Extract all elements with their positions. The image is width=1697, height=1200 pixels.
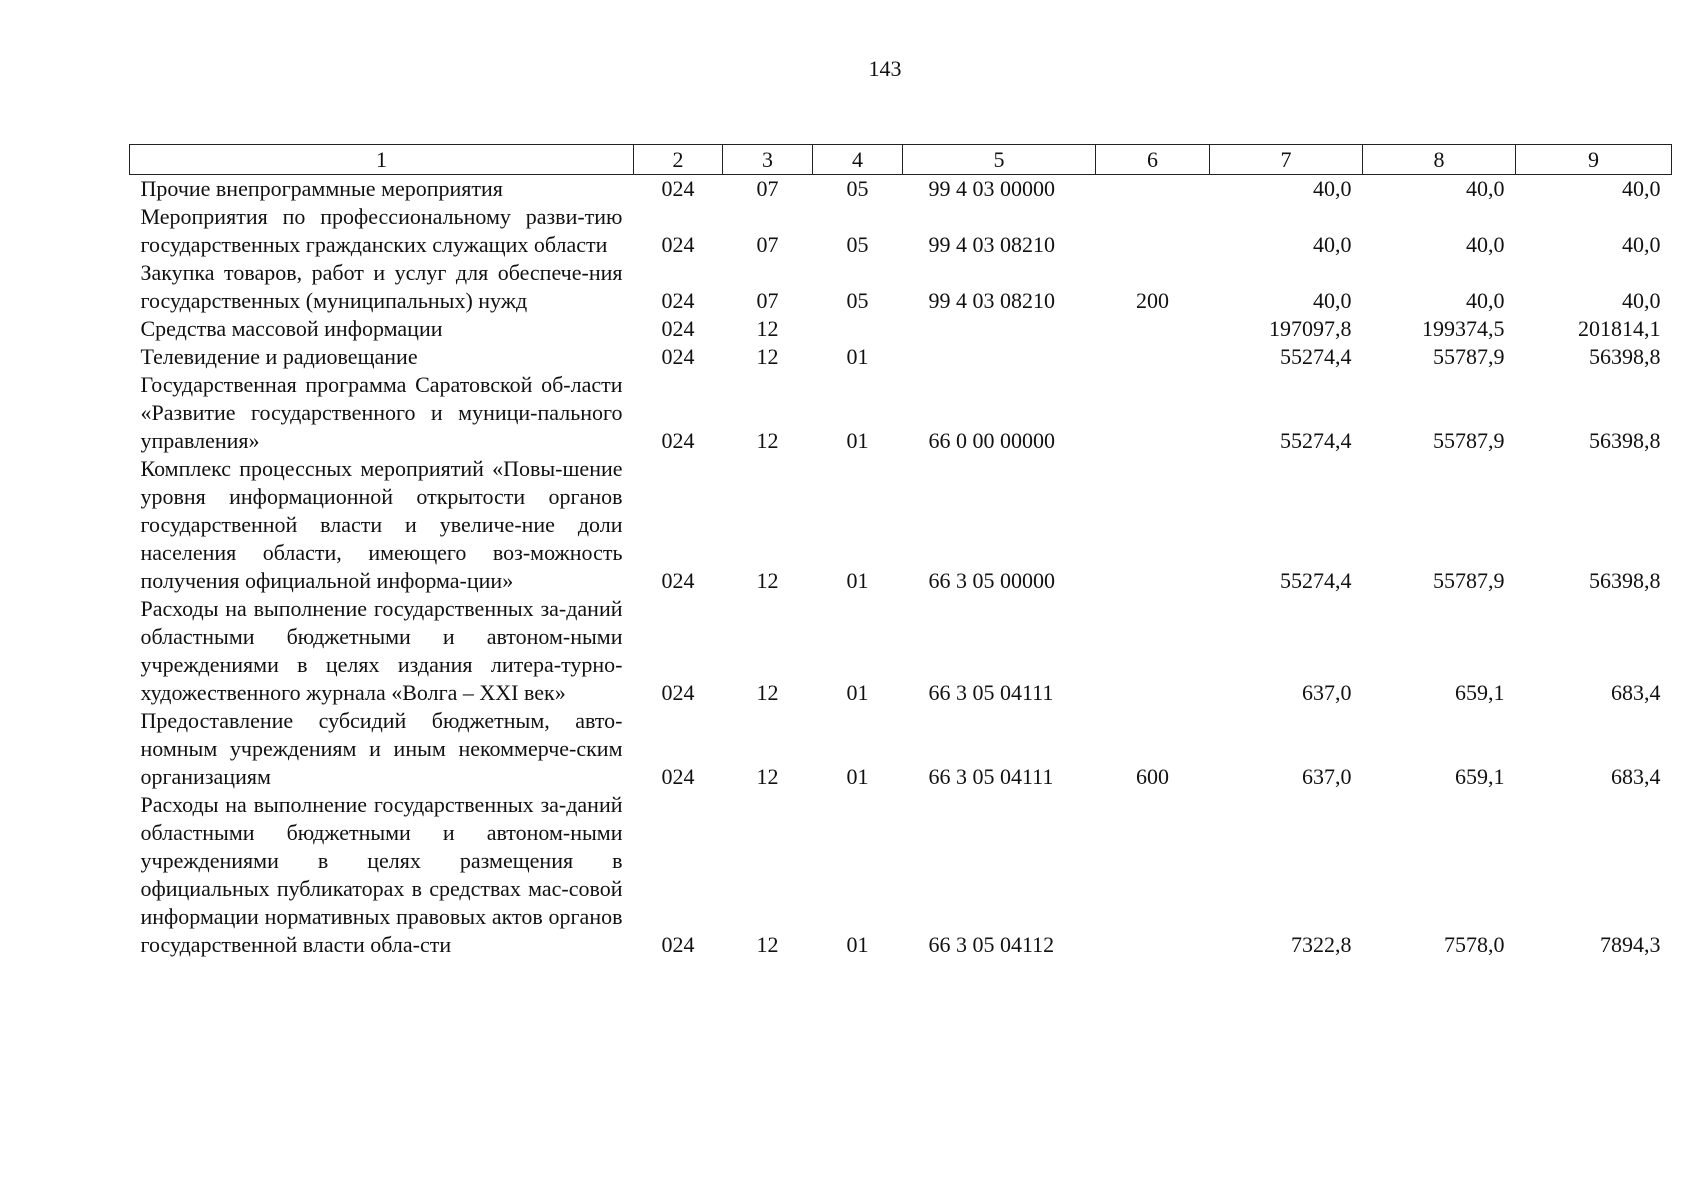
cell-amount-col7: 55274,4 [1280, 344, 1352, 369]
cell-expense-type [1096, 595, 1210, 707]
cell-amount-col8: 199374,5 [1422, 316, 1505, 341]
cell-section-code: 12 [756, 680, 779, 705]
cell-subsection-code: 01 [846, 932, 869, 957]
table-row [130, 371, 1672, 455]
cell-section-code: 12 [756, 316, 779, 341]
cell-amount-col7: 40,0 [1313, 176, 1352, 201]
cell-section-code: 12 [756, 344, 779, 369]
cell-expense-type [1096, 315, 1210, 343]
cell-amount-col7: 197097,8 [1269, 316, 1352, 341]
table-body [130, 175, 1672, 960]
cell-expense-type [1096, 175, 1210, 204]
cell-section-code: 07 [756, 176, 779, 201]
cell-ministry-code: 024 [661, 764, 695, 789]
header-cell-7: 7 [1210, 145, 1363, 175]
cell-target-article: 99 4 03 08210 [928, 288, 1055, 313]
table-row [130, 791, 1672, 959]
cell-ministry-code: 024 [661, 176, 695, 201]
table-row [130, 259, 1672, 315]
table-row [130, 595, 1672, 707]
row-name: Комплекс процессных мероприятий «Повы-шение уровня информационной открытости органов государственной власти и увеличе-ние доли населения области, имеющего воз-можность получения официальной информа-ции» [140, 456, 623, 593]
cell-section-code: 12 [756, 932, 779, 957]
cell-ministry-code: 024 [661, 316, 695, 341]
cell-expense-type [1096, 203, 1210, 259]
cell-amount-col9: 683,4 [1611, 764, 1661, 789]
cell-ministry-code: 024 [661, 344, 695, 369]
header-cell-4: 4 [813, 145, 903, 175]
cell-amount-col8: 55787,9 [1433, 428, 1505, 453]
cell-ministry-code: 024 [661, 232, 695, 257]
cell-amount-col7: 637,0 [1302, 680, 1352, 705]
header-cell-9: 9 [1516, 145, 1672, 175]
cell-target-article: 66 3 05 04111 [928, 680, 1054, 705]
cell-subsection-code: 01 [846, 680, 869, 705]
table-row [130, 455, 1672, 595]
row-name: Мероприятия по профессиональному разви-тию государственных гражданских служащих области [140, 204, 623, 257]
row-name: Прочие внепрограммные мероприятия [140, 176, 503, 201]
cell-target-article: 66 3 05 04112 [928, 932, 1055, 957]
cell-subsection-code: 01 [846, 568, 869, 593]
cell-subsection-code: 05 [846, 232, 869, 257]
cell-amount-col8: 40,0 [1466, 176, 1505, 201]
page-number: 143 [868, 56, 902, 81]
cell-target-article: 66 3 05 04111 [928, 764, 1054, 789]
row-name: Телевидение и радиовещание [140, 344, 418, 369]
row-name: Расходы на выполнение государственных за-даний областными бюджетными и автоном-ными учреждениями в целях размещения в официальных публикаторах в средствах мас-совой информации нормативных правовых актов органов государственной власти обла-сти [140, 792, 623, 957]
cell-target-article [903, 343, 1096, 371]
cell-target-article: 66 0 00 00000 [928, 428, 1055, 453]
cell-amount-col9: 683,4 [1611, 680, 1661, 705]
row-name: Закупка товаров, работ и услуг для обеспече-ния государственных (муниципальных) нужд [140, 260, 623, 313]
cell-amount-col7: 637,0 [1302, 764, 1352, 789]
cell-amount-col7: 55274,4 [1280, 568, 1352, 593]
cell-subsection-code: 05 [846, 288, 869, 313]
cell-amount-col8: 40,0 [1466, 288, 1505, 313]
cell-section-code: 07 [756, 232, 779, 257]
cell-amount-col7: 40,0 [1313, 288, 1352, 313]
row-name: Расходы на выполнение государственных за-даний областными бюджетными и автоном-ными учреждениями в целях издания литера-турно-художественного журнала «Волга – XXI век» [140, 596, 623, 705]
cell-subsection-code: 01 [846, 764, 869, 789]
cell-section-code: 12 [756, 764, 779, 789]
cell-amount-col8: 659,1 [1455, 680, 1505, 705]
table-row [130, 175, 1672, 204]
cell-expense-type [1096, 791, 1210, 959]
cell-amount-col9: 7894,3 [1600, 932, 1661, 957]
header-cell-2: 2 [634, 145, 723, 175]
header-cell-5: 5 [903, 145, 1096, 175]
cell-amount-col8: 55787,9 [1433, 568, 1505, 593]
table-row [130, 315, 1672, 343]
cell-amount-col9: 40,0 [1622, 176, 1661, 201]
header-cell-3: 3 [723, 145, 813, 175]
cell-amount-col7: 7322,8 [1291, 932, 1352, 957]
cell-section-code: 07 [756, 288, 779, 313]
cell-subsection-code [813, 315, 903, 343]
table-header [130, 145, 1672, 175]
table-row [130, 707, 1672, 791]
cell-ministry-code: 024 [661, 568, 695, 593]
cell-ministry-code: 024 [661, 288, 695, 313]
table-row [130, 203, 1672, 259]
cell-amount-col9: 201814,1 [1578, 316, 1661, 341]
header-cell-6: 6 [1096, 145, 1210, 175]
header-cell-8: 8 [1363, 145, 1516, 175]
cell-expense-type [1096, 455, 1210, 595]
cell-target-article: 66 3 05 00000 [928, 568, 1055, 593]
cell-subsection-code: 01 [846, 428, 869, 453]
cell-ministry-code: 024 [661, 932, 695, 957]
row-name: Предоставление субсидий бюджетным, авто-номным учреждениям и иным некоммерче-ским организациям [140, 708, 623, 789]
cell-expense-type: 600 [1136, 764, 1169, 789]
cell-target-article: 99 4 03 00000 [928, 176, 1055, 201]
cell-amount-col8: 659,1 [1455, 764, 1505, 789]
row-name: Государственная программа Саратовской об-ласти «Развитие государственного и муници-пального управления» [140, 372, 623, 453]
cell-amount-col7: 40,0 [1313, 232, 1352, 257]
cell-amount-col9: 40,0 [1622, 288, 1661, 313]
cell-amount-col9: 56398,8 [1589, 568, 1661, 593]
header-cell-1: 1 [130, 145, 634, 175]
cell-expense-type: 200 [1136, 288, 1169, 313]
budget-table [129, 144, 1672, 959]
cell-amount-col8: 7578,0 [1444, 932, 1505, 957]
cell-section-code: 12 [756, 428, 779, 453]
cell-amount-col7: 55274,4 [1280, 428, 1352, 453]
cell-subsection-code: 05 [846, 176, 869, 201]
cell-amount-col9: 40,0 [1622, 232, 1661, 257]
cell-ministry-code: 024 [661, 428, 695, 453]
cell-amount-col8: 40,0 [1466, 232, 1505, 257]
cell-expense-type [1096, 371, 1210, 455]
cell-section-code: 12 [756, 568, 779, 593]
cell-expense-type [1096, 343, 1210, 371]
row-name: Средства массовой информации [140, 316, 443, 341]
cell-amount-col8: 55787,9 [1433, 344, 1505, 369]
cell-amount-col9: 56398,8 [1589, 428, 1661, 453]
cell-ministry-code: 024 [661, 680, 695, 705]
table-row [130, 343, 1672, 371]
cell-amount-col9: 56398,8 [1589, 344, 1661, 369]
cell-target-article: 99 4 03 08210 [928, 232, 1055, 257]
cell-target-article [903, 315, 1096, 343]
header-row [130, 145, 1672, 175]
cell-subsection-code: 01 [846, 344, 869, 369]
